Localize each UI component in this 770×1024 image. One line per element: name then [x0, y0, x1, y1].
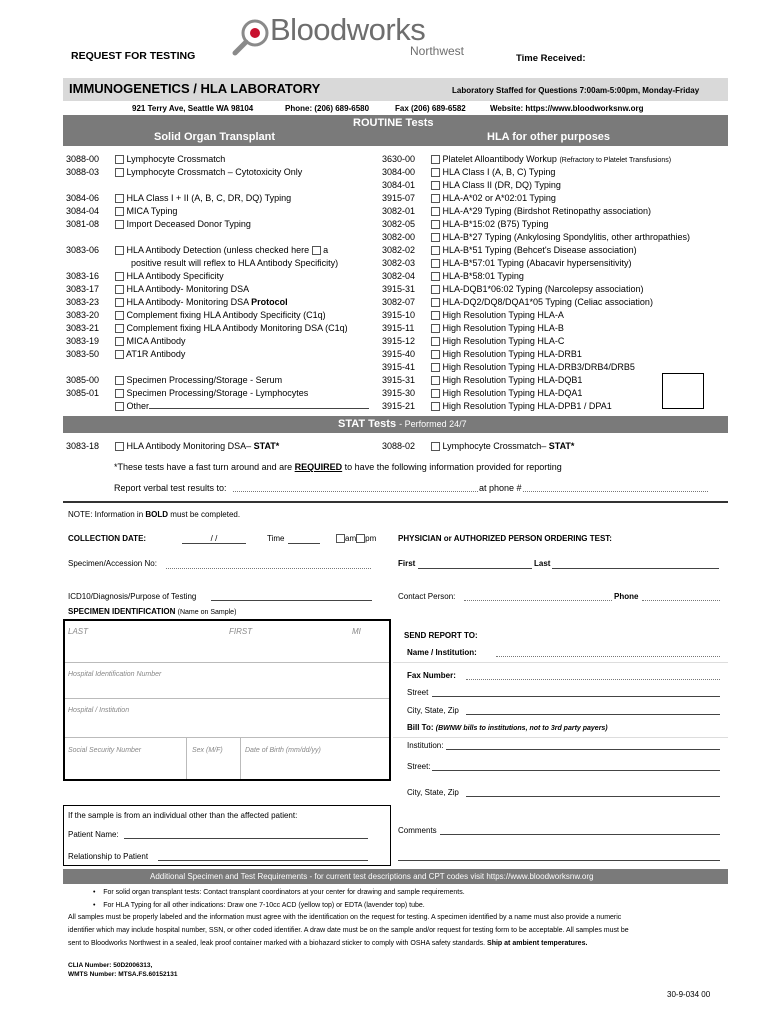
test-checkbox[interactable] [431, 324, 440, 333]
test-checkbox[interactable] [431, 194, 440, 203]
specimen-id-heading: SPECIMEN IDENTIFICATION (Name on Sample) [68, 607, 237, 616]
patient-name-input[interactable] [124, 838, 368, 839]
dob-label: Date of Birth (mm/dd/yy) [245, 747, 321, 754]
test-row[interactable]: 3081-08 Import Deceased Donor Typing [66, 219, 251, 229]
other-input[interactable] [149, 408, 369, 409]
test-row[interactable]: 3915-41 High Resolution Typing HLA-DRB3/DRB4/DRB5 [382, 362, 635, 372]
send-report-heading: SEND REPORT TO: [404, 631, 478, 640]
comments-label: Comments [398, 826, 437, 835]
verbal-input[interactable] [233, 491, 478, 492]
icd-label: ICD10/Diagnosis/Purpose of Testing [68, 592, 197, 601]
test-checkbox[interactable] [431, 389, 440, 398]
time-label: Time [267, 534, 285, 543]
bullet-1: • For solid organ transplant tests: Contact transplant coordinators at your center for drawing and sample requirements. [93, 889, 465, 896]
magnifier-logo-icon [232, 18, 272, 58]
test-row[interactable]: 3915-21 High Resolution Typing HLA-DPB1 / DPA1 [382, 401, 612, 411]
test-checkbox[interactable] [431, 155, 440, 164]
test-checkbox[interactable] [115, 350, 124, 359]
relationship-label: Relationship to Patient [68, 852, 149, 861]
sex-label: Sex (M/F) [192, 747, 223, 754]
test-row[interactable]: 3915-10 High Resolution Typing HLA-A [382, 310, 564, 320]
test-row[interactable]: 3084-00 HLA Class I (A, B, C) Typing [382, 167, 556, 177]
patient-name-label: Patient Name: [68, 830, 119, 839]
phone-label: Phone [614, 592, 639, 601]
city2-label: City, State, Zip [407, 788, 459, 797]
contact-label: Contact Person: [398, 592, 456, 601]
test-checkbox[interactable] [115, 402, 124, 411]
test-checkbox[interactable] [431, 311, 440, 320]
stat-title-wrap: STAT Tests - Performed 24/7 [338, 418, 467, 430]
time-received-label: Time Received: [516, 53, 586, 64]
test-row[interactable]: 3915-12 High Resolution Typing HLA-C [382, 336, 565, 346]
physician-heading: PHYSICIAN or AUTHORIZED PERSON ORDERING TEST: [398, 534, 612, 543]
test-checkbox[interactable] [115, 285, 124, 294]
test-row[interactable]: 3915-31 HLA-DQB1*06:02 Typing (Narcolepsy association) [382, 284, 644, 294]
test-checkbox[interactable] [431, 246, 440, 255]
test-checkbox[interactable] [431, 363, 440, 372]
mi-field-label: MI [352, 627, 361, 636]
ssn-label: Social Security Number [68, 747, 142, 754]
test-row[interactable]: 3082-01 HLA-A*29 Typing (Birdshot Retinopathy association) [382, 206, 651, 216]
test-checkbox[interactable] [115, 194, 124, 203]
test-row[interactable]: 3082-04 HLA-B*58:01 Typing [382, 271, 524, 281]
test-row[interactable]: 3088-00 Lymphocyte Crossmatch [66, 154, 226, 164]
contact-input[interactable] [464, 600, 612, 601]
test-row[interactable]: 3084-04 MICA Typing [66, 206, 178, 216]
patient-id-box [63, 619, 391, 781]
lab-website: Website: https://www.bloodworksnw.org [490, 104, 644, 113]
test-checkbox[interactable] [431, 259, 440, 268]
test-row[interactable]: 3083-16 HLA Antibody Specificity [66, 271, 224, 281]
para-1: All samples must be properly labeled and the information must agree with the identification on the request for testing. A specimen identified by a name must also provide a numeric [68, 914, 622, 921]
test-checkbox[interactable] [431, 168, 440, 177]
last-name-input[interactable] [552, 568, 719, 569]
test-row[interactable]: 3088-03 Lymphocyte Crossmatch – Cytotoxicity Only [66, 167, 303, 177]
test-checkbox[interactable] [115, 220, 124, 229]
fax-label: Fax Number: [407, 671, 456, 680]
time-input[interactable] [288, 543, 320, 544]
test-row[interactable]: 3083-17 HLA Antibody- Monitoring DSA [66, 284, 250, 294]
institution-label: Institution: [407, 741, 444, 750]
first-field-label: FIRST [229, 627, 253, 636]
requirements-title: Additional Specimen and Test Requirements - for current test descriptions and CPT codes visit https://www.bloodworksnw.org [150, 872, 594, 881]
spacer-row [66, 361, 386, 374]
test-row[interactable]: 3082-05 HLA-B*15:02 (B75) Typing [382, 219, 549, 229]
phone-input[interactable] [642, 600, 720, 601]
collection-date-input[interactable]: / / [182, 534, 246, 544]
divider [63, 501, 728, 503]
test-row[interactable]: 3082-07 HLA-DQ2/DQ8/DQA1*05 Typing (Celiac association) [382, 297, 653, 307]
institution-input[interactable] [446, 749, 720, 750]
test-row[interactable]: 3083-19 MICA Antibody [66, 336, 186, 346]
test-checkbox[interactable] [431, 376, 440, 385]
test-row-continued: positive result will reflex to HLA Antibody Specificity) [131, 258, 339, 268]
tracking-box[interactable] [662, 373, 704, 409]
bold-note: NOTE: Information in BOLD must be completed. [68, 510, 241, 519]
form-number: 30-9-034 00 [667, 990, 711, 999]
spacer-row [66, 231, 386, 244]
test-checkbox[interactable] [431, 350, 440, 359]
test-row[interactable]: Other [66, 400, 386, 413]
verbal-label: Report verbal test results to: [114, 483, 227, 493]
test-row[interactable]: 3083-06 HLA Antibody Detection (unless checked here a [66, 245, 329, 255]
street2-label: Street: [407, 762, 431, 771]
test-checkbox[interactable] [115, 337, 124, 346]
icd-input[interactable] [211, 600, 372, 601]
fax-input[interactable] [466, 679, 720, 680]
stat-checkbox[interactable] [431, 442, 440, 451]
ampm[interactable]: am pm [336, 534, 376, 543]
test-checkbox[interactable] [431, 285, 440, 294]
solid-organ-heading: Solid Organ Transplant [154, 131, 276, 143]
test-checkbox[interactable] [431, 181, 440, 190]
specimen-no-label: Specimen/Accession No: [68, 559, 157, 568]
row-divider [65, 737, 389, 738]
specimen-no-input[interactable] [166, 568, 371, 569]
city2-input[interactable] [466, 796, 720, 797]
test-checkbox[interactable] [431, 207, 440, 216]
test-row[interactable]: 3083-23 HLA Antibody- Monitoring DSA Protocol [66, 297, 288, 307]
pm-checkbox[interactable] [356, 534, 365, 543]
test-row[interactable]: 3083-21 Complement fixing HLA Antibody Monitoring DSA (C1q) [66, 323, 348, 333]
test-row[interactable]: 3082-02 HLA-B*51 Typing (Behcet's Disease association) [382, 245, 637, 255]
test-row[interactable]: 3915-11 High Resolution Typing HLA-B [382, 323, 564, 333]
first-name-input[interactable] [418, 568, 532, 569]
test-row[interactable]: 3084-01 HLA Class II (DR, DQ) Typing [382, 180, 561, 190]
row-divider [393, 662, 728, 663]
test-row[interactable]: 3915-07 HLA-A*02 or A*02:01 Typing [382, 193, 556, 203]
test-checkbox[interactable] [431, 402, 440, 411]
test-checkbox[interactable] [115, 324, 124, 333]
row-divider [393, 737, 728, 738]
test-checkbox[interactable] [431, 337, 440, 346]
last-label: Last [534, 559, 551, 568]
first-label: First [398, 559, 416, 568]
hospital-id-label: Hospital Identification Number [68, 671, 162, 678]
verbal-phone-label: at phone # [479, 483, 522, 493]
city-input[interactable] [466, 714, 720, 715]
name-institution-label: Name / Institution: [407, 648, 477, 657]
name-institution-input[interactable] [496, 656, 720, 657]
para-2: identifier which may include hospital number, SSN, or other coded identifier. A draw date must be on the sample and/or request for testing form to be acceptable. All samples must be [68, 927, 629, 934]
col-divider [240, 737, 241, 779]
am-checkbox[interactable] [336, 534, 345, 543]
other-patient-title: If the sample is from an individual other than the affected patient: [68, 811, 298, 820]
stat-left-row[interactable]: 3083-18 HLA Antibody Monitoring DSA– STAT* [66, 441, 280, 451]
test-checkbox[interactable] [115, 155, 124, 164]
relationship-input[interactable] [158, 860, 368, 861]
test-row[interactable]: 3083-50 AT1R Antibody [66, 349, 186, 359]
routine-title: ROUTINE Tests [353, 117, 434, 129]
lab-name: IMMUNOGENETICS / HLA LABORATORY [69, 81, 321, 96]
left-test-list [66, 153, 386, 413]
hospital-label: Hospital / Institution [68, 707, 130, 714]
stat-right-row[interactable]: 3088-02 Lymphocyte Crossmatch– STAT* [382, 441, 575, 451]
test-row[interactable]: 3915-40 High Resolution Typing HLA-DRB1 [382, 349, 582, 359]
test-checkbox[interactable] [431, 220, 440, 229]
brand-sub: Northwest [410, 44, 465, 58]
test-checkbox[interactable] [115, 311, 124, 320]
lab-phone: Phone: (206) 689-6580 [285, 104, 370, 113]
test-checkbox[interactable] [115, 298, 124, 307]
test-checkbox[interactable] [431, 272, 440, 281]
test-row[interactable]: 3630-00 Platelet Alloantibody Workup (Refractory to Platelet Transfusions) [382, 154, 672, 164]
brand-name: Bloodworks [270, 12, 426, 47]
bill-to-label: Bill To: (BWNW bills to institutions, not to 3rd party payers) [407, 723, 608, 732]
comments-input[interactable] [440, 834, 720, 835]
col-divider [186, 737, 187, 779]
request-title: REQUEST FOR TESTING [71, 50, 196, 62]
test-row[interactable]: 3082-00 HLA-B*27 Typing (Ankylosing Spondylitis, other arthropathies) [382, 232, 690, 242]
hla-other-heading: HLA for other purposes [487, 131, 611, 143]
test-row[interactable]: 3915-30 High Resolution Typing HLA-DQA1 [382, 388, 583, 398]
test-checkbox[interactable] [115, 207, 124, 216]
test-row[interactable]: 3083-20 Complement fixing HLA Antibody Specificity (C1q) [66, 310, 326, 320]
test-row[interactable]: 3082-03 HLA-B*57:01 Typing (Abacavir hypersensitivity) [382, 258, 632, 268]
spacer-row [66, 179, 386, 192]
test-checkbox[interactable] [115, 168, 124, 177]
bullet-2: • For HLA Typing for all other indications: Draw one 7-10cc ACD (yellow top) or EDTA (lavender top) tube. [93, 902, 425, 909]
verbal-phone-input[interactable] [523, 491, 708, 492]
street-label: Street [407, 688, 429, 697]
street2-input[interactable] [432, 770, 720, 771]
comments-input-2[interactable] [398, 860, 720, 861]
para-3: sent to Bloodworks Northwest in a sealed, leak proof container marked with a biohazard sticker to comply with OSHA safety standards. Ship at ambient temperatures. [68, 940, 588, 947]
lab-address: 921 Terry Ave, Seattle WA 98104 [132, 104, 254, 113]
last-field-label: LAST [68, 627, 89, 636]
test-row[interactable]: 3085-01 Specimen Processing/Storage - Lymphocytes [66, 388, 309, 398]
clia-number: CLIA Number: 50D2006313, [68, 962, 153, 969]
test-checkbox[interactable] [115, 376, 124, 385]
test-checkbox[interactable] [115, 246, 124, 255]
test-row[interactable]: 3085-00 Specimen Processing/Storage - Serum [66, 375, 283, 385]
stat-checkbox[interactable] [115, 442, 124, 451]
stat-note: *These tests have a fast turn around and are REQUIRED to have the following information provided for reporting [114, 462, 562, 472]
collection-date-label: COLLECTION DATE: [68, 534, 147, 543]
row-divider [65, 698, 389, 699]
test-row[interactable]: 3084-06 HLA Class I + II (A, B, C, DR, DQ) Typing [66, 193, 292, 203]
city-label: City, State, Zip [407, 706, 459, 715]
row-divider [65, 662, 389, 663]
test-checkbox[interactable] [115, 389, 124, 398]
lab-staffed: Laboratory Staffed for Questions 7:00am-5:00pm, Monday-Friday [452, 86, 700, 95]
street-input[interactable] [432, 696, 720, 697]
test-checkbox[interactable] [431, 298, 440, 307]
test-checkbox[interactable] [431, 233, 440, 242]
test-checkbox[interactable] [115, 272, 124, 281]
wmts-number: WMTS Number: MTSA.FS.60152131 [68, 971, 178, 978]
test-row[interactable]: 3915-31 High Resolution Typing HLA-DQB1 [382, 375, 583, 385]
lab-fax: Fax (206) 689-6582 [395, 104, 466, 113]
reflex-checkbox[interactable] [312, 246, 321, 255]
